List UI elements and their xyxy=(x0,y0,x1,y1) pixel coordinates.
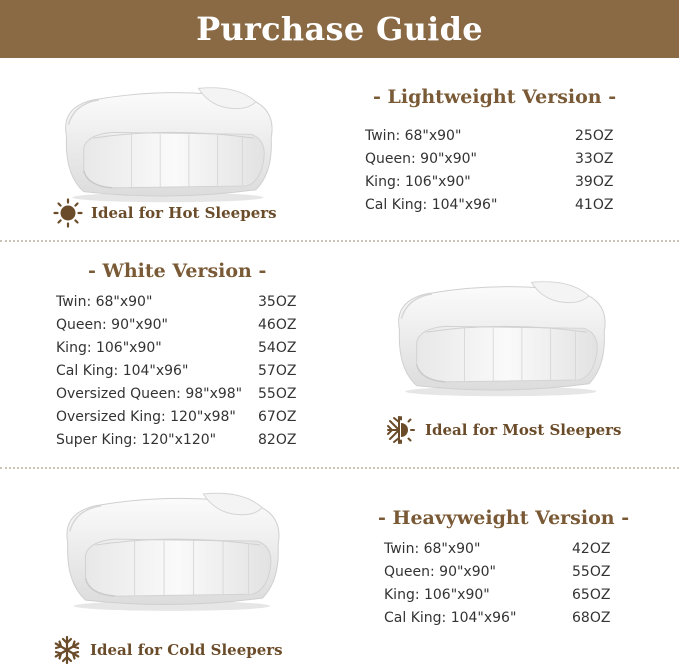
spec-size: Oversized Queen: 98"x98" xyxy=(56,386,243,402)
heavyweight-section xyxy=(0,469,679,668)
spec-row xyxy=(56,340,306,363)
spec-size: Twin: 68"x90" xyxy=(384,541,481,557)
spec-weight: 41OZ xyxy=(575,197,614,213)
heavyweight-heading: - Heavyweight Version - xyxy=(378,507,630,529)
white-heading: - White Version - xyxy=(88,260,267,282)
badge-cold-sleepers xyxy=(52,635,283,665)
spec-row xyxy=(365,197,615,220)
spec-weight: 25OZ xyxy=(575,128,614,144)
spec-weight: 55OZ xyxy=(572,564,611,580)
spec-weight: 54OZ xyxy=(258,340,297,356)
spec-size: Queen: 90"x90" xyxy=(365,151,477,167)
spec-size: Cal King: 104"x96" xyxy=(384,610,517,626)
spec-weight: 82OZ xyxy=(258,432,297,448)
spec-row xyxy=(56,363,306,386)
badge-label: Ideal for Hot Sleepers xyxy=(91,204,277,222)
spec-weight: 68OZ xyxy=(572,610,611,626)
spec-weight: 33OZ xyxy=(575,151,614,167)
badge-label: Ideal for Cold Sleepers xyxy=(90,641,283,659)
lightweight-section xyxy=(0,58,679,240)
spec-row xyxy=(56,386,306,409)
spec-size: King: 106"x90" xyxy=(384,587,490,603)
spec-weight: 39OZ xyxy=(575,174,614,190)
badge-most-sleepers xyxy=(385,414,621,446)
spec-size: King: 106"x90" xyxy=(365,174,471,190)
header-banner xyxy=(0,0,679,58)
comforter-image xyxy=(388,272,608,398)
lightweight-heading: - Lightweight Version - xyxy=(373,86,617,108)
spec-weight: 55OZ xyxy=(258,386,297,402)
page-title: Purchase Guide xyxy=(196,10,483,48)
spec-row xyxy=(384,587,634,610)
comforter-image xyxy=(56,483,282,613)
spec-row xyxy=(365,174,615,197)
spec-weight: 65OZ xyxy=(572,587,611,603)
comforter-image xyxy=(55,78,275,204)
sun-icon xyxy=(53,198,83,228)
spec-row xyxy=(365,151,615,174)
badge-label: Ideal for Most Sleepers xyxy=(425,421,622,439)
spec-weight: 46OZ xyxy=(258,317,297,333)
badge-hot-sleepers xyxy=(53,198,277,228)
sun-snowflake-icon xyxy=(385,414,417,446)
spec-row xyxy=(56,432,306,455)
snowflake-icon xyxy=(52,635,82,665)
spec-row xyxy=(56,317,306,340)
spec-size: Cal King: 104"x96" xyxy=(365,197,498,213)
spec-size: King: 106"x90" xyxy=(56,340,162,356)
spec-size: Queen: 90"x90" xyxy=(56,317,168,333)
spec-weight: 57OZ xyxy=(258,363,297,379)
spec-weight: 67OZ xyxy=(258,409,297,425)
spec-size: Cal King: 104"x96" xyxy=(56,363,189,379)
white-spec-list xyxy=(56,294,306,455)
lightweight-spec-list xyxy=(365,128,615,220)
spec-weight: 35OZ xyxy=(258,294,297,310)
spec-size: Super King: 120"x120" xyxy=(56,432,217,448)
spec-row xyxy=(384,610,634,633)
spec-weight: 42OZ xyxy=(572,541,611,557)
spec-size: Twin: 68"x90" xyxy=(365,128,462,144)
white-section xyxy=(0,242,679,466)
spec-size: Twin: 68"x90" xyxy=(56,294,153,310)
spec-row xyxy=(384,564,634,587)
spec-size: Queen: 90"x90" xyxy=(384,564,496,580)
spec-row xyxy=(56,409,306,432)
spec-row xyxy=(56,294,306,317)
spec-size: Oversized King: 120"x98" xyxy=(56,409,236,425)
heavyweight-spec-list xyxy=(384,541,634,633)
spec-row xyxy=(365,128,615,151)
spec-row xyxy=(384,541,634,564)
